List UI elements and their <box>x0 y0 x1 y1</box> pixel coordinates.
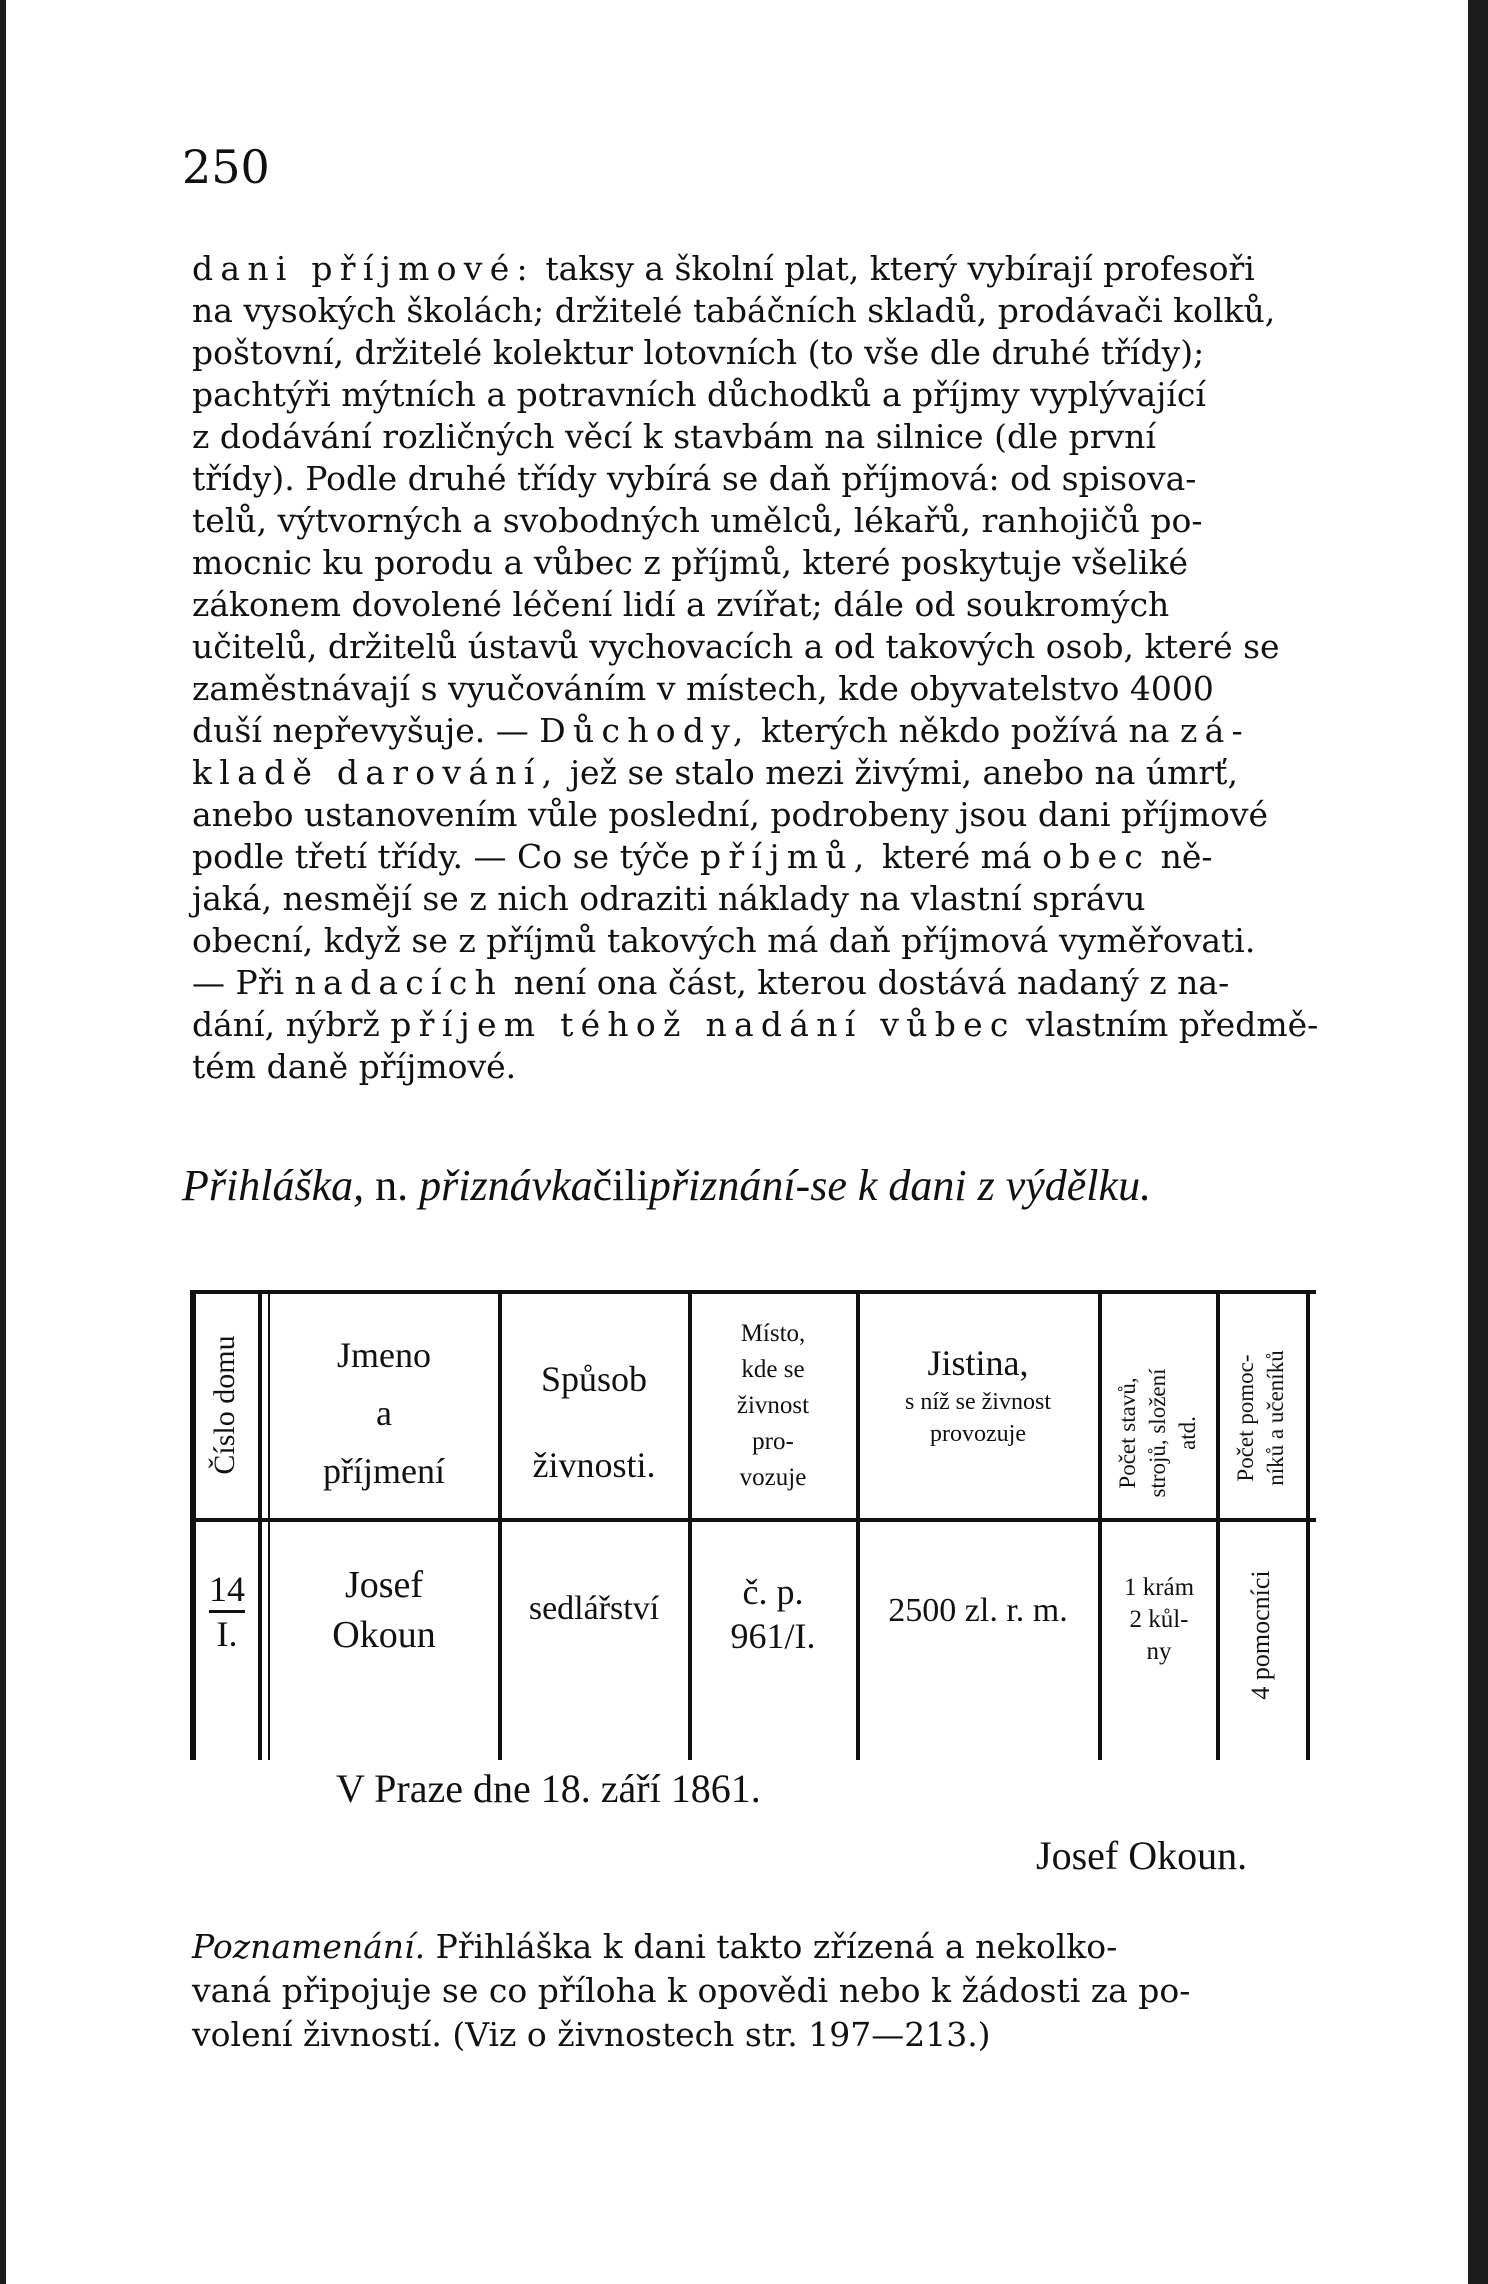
header-jmeno <box>274 1326 494 1500</box>
header-line: atd. <box>1175 1416 1200 1450</box>
spaced-term: zá- <box>1179 711 1250 750</box>
spaced-term: Důchody, <box>539 711 751 750</box>
text-line <box>192 248 1352 290</box>
header-line: Počet stavů, <box>1115 1377 1140 1489</box>
text-line: anebo ustanovením vůle poslední, podrobeny jsou dani příjmové <box>192 795 1269 834</box>
header-misto <box>692 1316 854 1496</box>
header-line: s níž se živnost <box>905 1389 1051 1415</box>
text-line <box>192 1004 1352 1046</box>
text-line <box>192 836 1352 878</box>
header-line: strojů, složení <box>1145 1368 1170 1498</box>
heading-part: n. <box>375 1161 409 1210</box>
header-line: živnosti. <box>532 1445 656 1485</box>
heading-part: čili <box>592 1161 649 1210</box>
cell-line: 14 <box>209 1568 245 1613</box>
text-fragment: které má <box>882 837 1032 876</box>
text-line <box>192 1925 1352 1969</box>
text-line: na vysokých školách; držitelé tabáčních skladů, prodávači kolků, <box>192 291 1276 330</box>
text-line: třídy). Podle druhé třídy vybírá se daň příjmová: od spisova- <box>192 459 1197 498</box>
table-rule <box>258 1290 262 1760</box>
header-pocet-pomocniku <box>1231 1313 1291 1523</box>
header-line: Místo, <box>740 1320 806 1347</box>
header-pocet-stavu <box>1113 1328 1203 1538</box>
header-line: živnost <box>736 1392 810 1419</box>
cell-line: Okoun <box>332 1614 436 1656</box>
spaced-term: příjmů, <box>699 837 872 876</box>
text-line: mocnic ku porodu a vůbec z příjmů, které poskytuje všeliké <box>192 543 1189 582</box>
header-line: níků a učeníků <box>1263 1350 1288 1486</box>
cell-zpusob: sedlářství <box>528 1590 660 1627</box>
text-fragment: duší nepřevyšuje. — <box>192 711 529 750</box>
note-label: Poznamenání. <box>192 1927 426 1966</box>
signature: Josef Okoun. <box>1036 1833 1248 1878</box>
heading-part: přiznání-se k dani z výdělku. <box>648 1161 1152 1210</box>
text-line <box>192 962 1352 1004</box>
heading-part: Přihláška, <box>182 1161 365 1210</box>
header-line: a <box>376 1393 392 1433</box>
header-zpusob <box>502 1336 686 1508</box>
text-fragment: jež se stalo mezi živými, anebo na úmrť, <box>569 753 1238 792</box>
text-fragment: není ona část, kterou dostává nadaný z na- <box>513 963 1230 1002</box>
text-line: poštovní, držitelé kolektur lotovních (to vše dle druhé třídy); <box>192 333 1205 372</box>
text-line: pachtýři mýtních a potravních důchodků a příjmy vyplývající <box>192 375 1206 414</box>
cell-pomocnici: 4 pomocníci <box>1246 1570 1275 1700</box>
header-line: Jmeno <box>337 1335 431 1375</box>
text-line <box>192 710 1352 752</box>
header-line: příjmení <box>323 1451 445 1491</box>
form-table <box>190 1290 1316 1760</box>
cell-jmeno <box>274 1560 494 1660</box>
body-text <box>192 248 1352 1088</box>
cell-line: I. <box>216 1614 238 1654</box>
header-cislo-domu: Číslo domu <box>208 1335 241 1475</box>
text-line: jaká, nesmějí se z nich odraziti náklady na vlastní správu <box>192 879 1146 918</box>
note <box>192 1925 1352 2057</box>
table-rule <box>1306 1290 1310 1760</box>
cell-line: č. p. <box>742 1572 804 1612</box>
page-number: 250 <box>182 140 270 194</box>
cell-line: 1 krám <box>1123 1574 1195 1601</box>
spaced-term: nadacích <box>294 963 504 1002</box>
text-line: vaná připojuje se co příloha k opovědi nebo k žádosti za po- <box>192 1971 1191 2010</box>
table-top-rule <box>190 1290 1316 1294</box>
text-line: zaměstnávají s vyučováním v místech, kde obyvatelstvo 4000 <box>192 669 1214 708</box>
book-page <box>6 0 1468 2284</box>
spaced-term: obec <box>1042 837 1151 876</box>
text-fragment: taksy a školní plat, který vybírají profesoři <box>545 249 1255 288</box>
text-fragment: podle třetí třídy. — Co se týče <box>192 837 690 876</box>
header-line: Spůsob <box>540 1359 648 1399</box>
header-line: provozuje <box>930 1421 1026 1447</box>
table-rule <box>1098 1290 1102 1760</box>
table-rule <box>268 1290 270 1760</box>
text-line: učitelů, držitelů ústavů vychovacích a od takových osob, které se <box>192 627 1280 666</box>
text-fragment: vlastním předmě- <box>1026 1005 1319 1044</box>
header-line: vozuje <box>739 1464 807 1491</box>
text-fragment: dání, nýbrž <box>192 1005 380 1044</box>
cell-line: ny <box>1146 1638 1172 1665</box>
text-fragment: kterých někdo požívá na <box>761 711 1170 750</box>
table-rule <box>194 1290 196 1760</box>
cell-line: Josef <box>344 1564 424 1606</box>
header-line: Jistina, <box>927 1343 1029 1383</box>
text-line: volení živností. (Viz o živnostech str. 197—213.) <box>192 2015 991 2054</box>
date-line: V Praze dne 18. září 1861. <box>336 1766 761 1811</box>
form-heading <box>182 1160 1372 1211</box>
text-line: telů, výtvorných a svobodných umělců, lékařů, ranhojičů po- <box>192 501 1203 540</box>
cell-line: 2 kůl- <box>1129 1606 1189 1633</box>
cell-cislo-domu <box>196 1568 258 1655</box>
header-jistina <box>860 1340 1096 1450</box>
spaced-term: příjem téhož nadání vůbec <box>390 1005 1016 1044</box>
cell-stavy <box>1102 1572 1216 1668</box>
cell-jistina: 2500 zl. r. m. <box>888 1592 1068 1629</box>
table-rule <box>1216 1290 1220 1760</box>
text-line: z dodávání rozličných věcí k stavbám na silnice (dle první <box>192 417 1156 456</box>
text-line: zákonem dovolené léčení lidí a zvířat; dále od soukromých <box>192 585 1170 624</box>
text-line <box>192 752 1352 794</box>
scan-edge <box>1468 0 1488 2284</box>
header-line: Počet pomoc- <box>1233 1354 1258 1482</box>
text-line: tém daně příjmové. <box>192 1047 517 1086</box>
header-line: pro- <box>752 1428 794 1455</box>
spaced-term: dani příjmové: <box>192 249 535 288</box>
spaced-term: kladě darování, <box>192 753 560 792</box>
header-line: kde se <box>741 1356 805 1383</box>
text-fragment: Přihláška k dani takto zřízená a nekolko- <box>435 1927 1118 1966</box>
cell-line: 961/I. <box>730 1616 816 1656</box>
text-line: obecní, když se z příjmů takových má daň příjmová vyměřovati. <box>192 921 1256 960</box>
cell-misto <box>692 1570 854 1658</box>
text-fragment: — Při <box>192 963 285 1002</box>
text-fragment: ně- <box>1160 837 1213 876</box>
heading-part: přiznávka <box>419 1161 593 1210</box>
